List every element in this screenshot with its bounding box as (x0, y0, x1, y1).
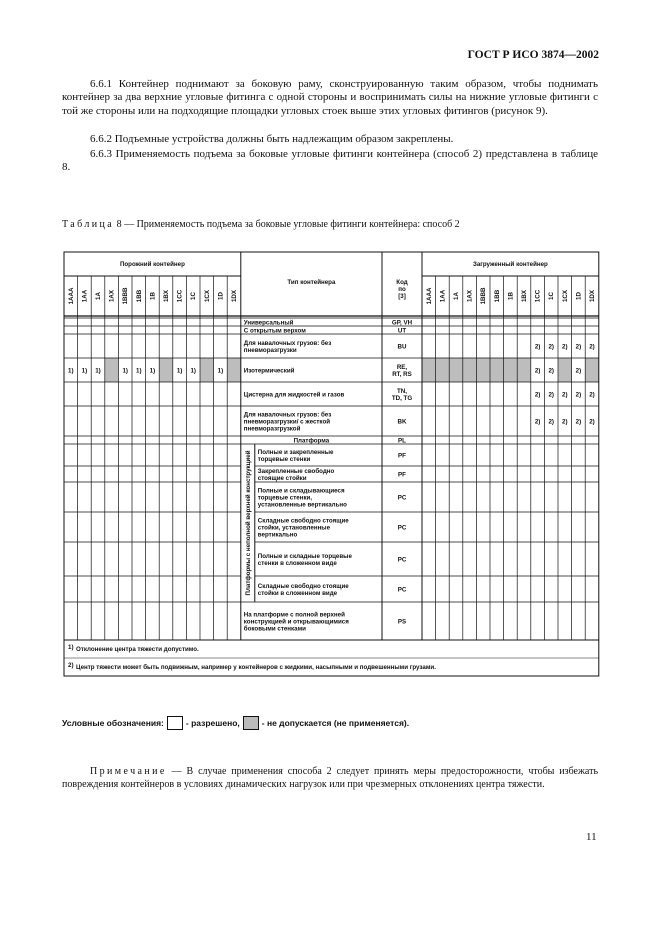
row-type-label: С открытым верхом (243, 327, 306, 335)
disallowed-cell (463, 358, 477, 382)
cell-footnote-mark: 2) (562, 343, 568, 351)
cell-footnote-mark: 2) (534, 343, 541, 351)
row-code: PC (397, 556, 407, 564)
row-type-label: Складные свободно стоящие стойки, установленные вертикально (257, 517, 349, 539)
right-column-header: 1D (575, 292, 583, 300)
left-column-header: 1AA (81, 289, 89, 303)
cell-footnote-mark: 1) (81, 367, 88, 375)
row-type-label: Полные и закрепленные торцевые стенки (257, 449, 334, 463)
disallowed-cell (436, 358, 450, 382)
cell-footnote-mark: 2) (589, 418, 595, 426)
disallowed-cell (449, 358, 463, 382)
legend-not-allowed-swatch (243, 716, 259, 730)
cell-footnote-mark: 1) (149, 367, 156, 375)
row-code: UT (397, 327, 407, 335)
note-label: Примечание (90, 766, 167, 777)
applicability-table (62, 250, 602, 710)
paragraph-6-6-2: 6.6.2 Подъемные устройства должны быть надлежащим образом закреплены. (90, 133, 454, 145)
disallowed-cell (504, 358, 518, 382)
table-caption-text: — Применяемость подъема за боковые угловые фитинги контейнера: способ 2 (124, 219, 460, 230)
right-column-header: 1BB (493, 289, 501, 303)
table-caption-label: Таблица (62, 219, 115, 230)
cell-footnote-mark: 2) (589, 391, 595, 399)
disallowed-cell (227, 358, 241, 382)
cell-footnote-mark: 1) (136, 367, 142, 375)
row-type-label: Для навалочных грузов: без пневморазгрузки (243, 340, 332, 354)
legend-allowed-swatch (167, 716, 183, 730)
cell-footnote-mark: 1) (217, 367, 224, 375)
table-caption (62, 219, 460, 230)
row-code: BU (397, 343, 407, 351)
row-type-label: Складные свободно стоящие стойки в сложенном виде (257, 583, 349, 597)
left-column-header: 1BBB (122, 287, 130, 305)
left-group-header: Порожний контейнер (119, 261, 185, 268)
cell-footnote-mark: 2) (575, 343, 582, 351)
disallowed-cell (476, 358, 490, 382)
left-column-header: 1AAA (67, 287, 75, 305)
cell-footnote-mark: 2) (534, 391, 541, 399)
right-column-header: 1C (548, 292, 556, 300)
right-column-header: 1BBB (480, 287, 488, 305)
right-column-header: 1BX (521, 289, 528, 303)
cell-footnote-mark: 2) (534, 418, 541, 426)
footnote-text: Отклонение центра тяжести допустимо. (76, 646, 199, 653)
type-header: Тип контейнера (287, 279, 336, 286)
row-type-label: Платформа (293, 437, 330, 445)
cell-footnote-mark: 2) (548, 418, 554, 426)
legend-prefix: Условные обозначения: (62, 718, 164, 728)
disallowed-cell (585, 358, 599, 382)
cell-footnote-mark: 1) (190, 367, 196, 375)
footnote-text: Центр тяжести может быть подвижным, например у контейнеров с жидкими, насыпными и подвешенными грузами. (76, 664, 436, 671)
document-header: ГОСТ Р ИСО 3874—2002 (467, 49, 599, 61)
left-column-header: 1D (217, 292, 225, 300)
cell-footnote-mark: 2) (534, 367, 541, 375)
row-code: PS (397, 618, 407, 626)
cell-footnote-mark: 2) (562, 391, 568, 399)
left-column-header: 1CX (203, 289, 211, 303)
table-caption-number: 8 (116, 219, 122, 230)
disallowed-cell (105, 358, 119, 382)
row-code: PC (397, 494, 407, 502)
row-type-label: Цистерна для жидкостей и газов (243, 391, 345, 399)
row-code: RE, RT, RS (392, 364, 412, 378)
right-group-header: Загруженный контейнер (472, 261, 548, 268)
cell-footnote-mark: 2) (575, 367, 582, 375)
cell-footnote-mark: 2) (575, 391, 582, 399)
row-code: PF (398, 452, 406, 460)
legend-allowed-text: - разрешено, (185, 718, 240, 728)
footnote-mark: 1) (68, 644, 74, 651)
paragraph-6-6-3: 6.6.3 Применяемость подъема за боковые угловые фитинги контейнера (способ 2) представлена в таблице 8. (62, 148, 598, 174)
right-column-header: 1AX (466, 289, 474, 303)
left-column-header: 1DX (231, 289, 238, 303)
disallowed-cell (558, 358, 572, 382)
cell-footnote-mark: 2) (589, 343, 595, 351)
paragraph-6-6-1: 6.6.1 Контейнер поднимают за боковую раму, сконструированную таким образом, чтобы поднимать контейнер за два верхние угловые фитинга с одной стороны и воспринимать силы на нижние угловые фитинги с той же стороны или на подходящие площадки угловых стоек выше этих угловых фитингов (рисунок 9). (62, 78, 598, 117)
cell-footnote-mark: 1) (95, 367, 101, 375)
row-code: PL (398, 437, 406, 445)
left-column-header: 1B (149, 292, 157, 300)
page-number: 11 (586, 831, 597, 843)
right-column-header: 1B (507, 292, 515, 300)
row-code: PC (397, 524, 407, 532)
disallowed-cell (517, 358, 531, 382)
right-column-header: 1CC (534, 289, 542, 303)
row-type-label: Изотермический (243, 367, 295, 375)
disallowed-cell (422, 358, 436, 382)
platform-group-label: Платформы с неполной верхней конструкцией (244, 450, 252, 596)
row-code: BK (397, 418, 407, 426)
cell-footnote-mark: 2) (548, 343, 554, 351)
right-column-header: 1AA (439, 289, 447, 303)
disallowed-cell (159, 358, 173, 382)
note-text: — В случае применения способа 2 следует принять меры предосторожности, чтобы избежать повреждения контейнеров в условиях динамических нагрузок или при чрезмерных отклонениях центра тяжести. (62, 766, 599, 790)
cell-footnote-mark: 2) (562, 418, 568, 426)
row-type-label: Полные и складные торцевые стенки в сложенном виде (257, 553, 352, 567)
left-column-header: 1CC (176, 289, 184, 303)
cell-footnote-mark: 1) (122, 367, 128, 375)
left-column-header: 1BX (163, 289, 170, 303)
right-column-header: 1AAA (425, 287, 433, 305)
right-column-header: 1CX (561, 289, 569, 303)
right-column-header: 1DX (589, 289, 596, 303)
left-column-header: 1C (190, 292, 198, 300)
disallowed-cell (200, 358, 214, 382)
cell-footnote-mark: 2) (548, 367, 554, 375)
cell-footnote-mark: 1) (176, 367, 183, 375)
left-column-header: 1A (95, 292, 102, 300)
row-type-label: Универсальный (243, 319, 294, 327)
note (62, 766, 598, 791)
legend (62, 716, 409, 730)
legend-not-allowed-text: - не допускается (не применяется). (261, 718, 410, 728)
row-code: PF (398, 471, 406, 479)
row-type-label: Полные и складывающиеся торцевые стенки, установленные вертикально (257, 487, 347, 509)
left-column-header: 1BB (135, 289, 143, 303)
row-code: GP, VH (391, 319, 413, 327)
cell-footnote-mark: 2) (548, 391, 554, 399)
row-type-label: Закрепленные свободно стоящие стойки (257, 468, 335, 482)
cell-footnote-mark: 2) (575, 418, 582, 426)
row-type-label: На платформе с полной верхней конструкцией и открывающимися боковыми стенками (243, 611, 349, 633)
cell-footnote-mark: 1) (68, 367, 74, 375)
disallowed-cell (490, 358, 504, 382)
code-header: Код по [3] (396, 279, 408, 300)
row-code: TN, TD, TG (391, 388, 413, 402)
footnote-mark: 2) (68, 662, 74, 669)
left-column-header: 1AX (108, 289, 116, 303)
right-column-header: 1A (453, 292, 460, 300)
row-type-label: Для навалочных грузов: без пневморазгрузки/ с жесткой пневморазгрузкой (243, 411, 332, 433)
row-code: PC (397, 586, 407, 594)
